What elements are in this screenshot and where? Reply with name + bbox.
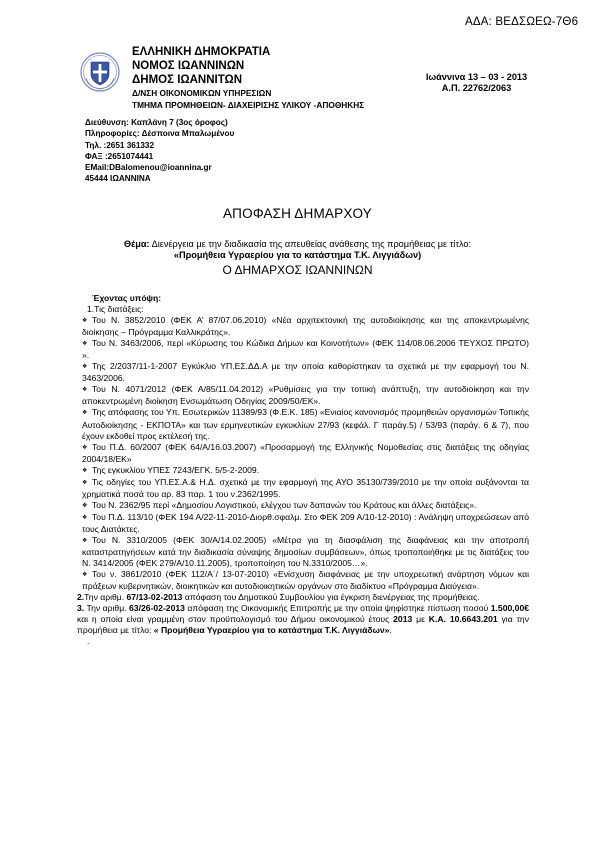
header-line-republic: ΕΛΛΗΝΙΚΗ ΔΗΜΟΚΡΑΤΙΑ: [132, 46, 271, 58]
contact-email: EMail:DBalomenou@ioannina.gr: [85, 163, 212, 173]
protocol-number: Α.Π. 22762/2063: [441, 83, 512, 93]
contact-fax: ΦΑΞ :2651074441: [85, 151, 154, 161]
bullet-diamond-icon: ❖: [82, 514, 88, 521]
bullet-diamond-icon: ❖: [82, 537, 88, 544]
legal-provision-item: ❖ Του Ν. 2362/95 περί «Δημοσίου Λογιστικού, ελέγχου των δαπανών του Κράτους και άλλες διατάξεις».: [77, 500, 529, 512]
legal-provision-item: ❖ Του Π.Δ. 113/10 (ΦΕΚ 194 Α/22-11-2010-Διορθ.σφαλμ. Στο ΦΕΚ 209 Α/10-12-2010) : Ανάληψη υποχρεώσεων από τους Διατάκτες.: [82, 511, 529, 534]
contact-phone: Τηλ. :2651 361332: [85, 140, 155, 150]
legal-provision-item: ❖ Του Ν. 3852/2010 (ΦΕΚ Α’ 87/07.06.2010) «Νέα αρχιτεκτονική της αυτοδιοίκησης και της αποκεντρωμένης διοίκησης – Πρόγραμμα Καλλικράτης».: [82, 315, 529, 338]
bullet-diamond-icon: ❖: [82, 364, 88, 371]
bullet-diamond-icon: ❖: [82, 444, 88, 451]
item-2: 2.Την αριθμ. 67/13-02-2013 απόφαση του Δημοτικού Συμβουλίου για έγκριση διενέργειας της προμήθειας.: [77, 592, 480, 603]
ada-code: ΑΔΑ: ΒΕΔΣΩΕΩ-7Θ6: [465, 16, 579, 28]
legal-provisions-list: [77, 315, 529, 592]
legal-provision-item: ❖ Του Ν. 3310/2005 (ΦΕΚ 30/Α/14.02.2005) «Μέτρα για τη διασφάλιση της διαφάνειας και την αποτροπή καταστρατηγήσεων κατά την διαδικασία σύναψης δημοσίων συμβάσεων», όπως τροποποιήθηκε με τις διατάξεις του Ν. 3414/2005 (ΦΕΚ 279/Α/10.11.2005), τροποποίηση του Ν.3310/2005…».: [82, 534, 529, 569]
header-line-directorate: Δ/ΝΣΗ ΟΙΚΟΝΟΜΙΚΩΝ ΥΠΗΡΕΣΙΩΝ: [132, 88, 272, 98]
subject-block: [0, 239, 595, 261]
legal-provision-item: ❖ Της 2/2037/11-1-2007 Εγκύκλιο ΥΠ.ΕΣ.ΔΔ.Α με την οποία καθορίστηκαν τα σχετικά με την εφαρμογή του Ν. 3463/2006.: [82, 361, 529, 384]
bullet-diamond-icon: ❖: [82, 479, 88, 486]
bullet-diamond-icon: ❖: [82, 318, 88, 325]
header-line-department: ΤΜΗΜΑ ΠΡΟΜΗΘΕΙΩΝ- ΔΙΑΧΕΙΡΙΣΗΣ ΥΛΙΚΟΥ -ΑΠΟΘΗΚΗΣ: [132, 100, 365, 110]
mayor-heading: Ο ΔΗΜΑΡΧΟΣ ΙΩΑΝΝΙΝΩΝ: [222, 263, 373, 277]
legal-provision-item: ❖ Του Π.Δ. 60/2007 (ΦΕΚ 64/Α/16.03.2007) «Προσαρμογή της Ελληνικής Νομοθεσίας στις διατάξεις της οδηγίας 2004/18/ΕΚ»: [82, 441, 529, 464]
legal-provision-item: ❖ Του Ν. 3463/2006, περί «Κύρωσης του Κώδικα Δήμων και Κοινοτήτων» (ΦΕΚ 114/08.06.2006 ΤΕΥΧΟΣ ΠΡΩΤΟ) ».: [82, 338, 529, 361]
header-line-municipality: ΔΗΜΟΣ ΙΩΑΝΝΙΤΩΝ: [132, 74, 243, 86]
subject-title: «Προμήθεια Υγραερίου για το κατάστημα Τ.Κ. Λιγγιάδων): [173, 250, 422, 260]
item-3: 3. Την αριθμ. 63/26-02-2013 απόφαση της Οικονομικής Επιτροπής με την οποία ψηφίστηκε πίστωση ποσού 1.500,00€ και η οποία είναι γραμμένη στον προϋπολογισμό του Δήμου οικονομικού έτους 2013 με Κ.Α. 10.6643.201 για την προμήθεια με τίτλο: « Προμήθεια Υγραερίου για το κατάστημα Τ.Κ. Λιγγιάδων».: [77, 603, 529, 636]
legal-provision-item: ❖ Της απόφασης του Υπ. Εσωτερικών 11389/93 (Φ.Ε.Κ. 185) «Ενιαίος κανονισμός προμηθειών οργανισμών Τοπικής Αυτοδιοίκησης - ΕΚΠΟΤΑ» και των ερμηνευτικών εγκυκλίων 27/93 (κεφάλ. Γ παράγ.5) / 53/93 (παράγ. 6 & 7), που έχουν εκδοθεί προς εκτέλεσή της.: [82, 407, 529, 441]
legal-provision-item: ❖ Της εγκυκλίου ΥΠΕΣ 7243/ΕΓΚ. 5/5-2-2009.: [77, 465, 529, 477]
item-1-heading: 1.Τις διατάξεις:: [87, 304, 144, 315]
document-date: Ιωάννινα 13 – 03 - 2013: [425, 72, 528, 82]
subject-text: Διενέργεια με την διαδικασία της απευθείας ανάθεσης της προμήθειας με τίτλο:: [149, 239, 472, 249]
header-line-prefecture: ΝΟΜΟΣ ΙΩΑΝΝΙΝΩΝ: [132, 60, 245, 72]
date-block: [419, 72, 534, 94]
bullet-diamond-icon: ❖: [82, 467, 88, 474]
issuing-authority: [132, 45, 364, 111]
considering-heading: Έχοντας υπόψη:: [92, 293, 162, 303]
contact-person: Πληροφορίες: Δέσποινα Μπαλωμένου: [85, 129, 235, 139]
legal-provision-item: ❖ Τις οδηγίες του ΥΠ.ΕΣ.Α.& Η.Δ. σχετικά με την εφαρμογή της ΑΥΟ 35130/739/2010 με την οποία αυξάνονται τα χρηματικά ποσά του αρ. 83 παρ. 1 του ν.2362/1995.: [82, 476, 529, 499]
contact-postal: 45444 ΙΩΑΝΝΙΝΑ: [85, 174, 151, 184]
contact-address: Διεύθυνση: Καπλάνη 7 (3ος όροφος): [85, 118, 228, 127]
greek-republic-emblem-icon: [80, 52, 120, 92]
bullet-diamond-icon: ❖: [82, 387, 88, 394]
contact-block: [85, 117, 234, 185]
document-body: [77, 293, 529, 647]
bullet-diamond-icon: ❖: [82, 502, 88, 509]
subject-label: Θέμα:: [123, 239, 150, 249]
trailing-mark: .: [87, 636, 90, 647]
document-title: ΑΠΟΦΑΣΗ ΔΗΜΑΡΧΟΥ: [222, 206, 373, 221]
legal-provision-item: ❖ Του Ν. 4071/2012 (ΦΕΚ Α/85/11.04.2012) «Ρυθμίσεις για την τοπική ανάπτυξη, την αυτοδιοίκηση και την αποκεντρωμένη διοίκηση Ενσωμάτωση Οδηγίας 2009/50/ΕΚ».: [82, 384, 529, 407]
bullet-diamond-icon: ❖: [82, 572, 88, 579]
bullet-diamond-icon: ❖: [82, 410, 88, 417]
legal-provision-item: ❖ Του ν. 3861/2010 (ΦΕΚ 112/Α΄/ 13-07-2010) «Ενίσχυση διαφάνειας με την υποχρεωτική ανάρτηση νόμων και πράξεων κυβερνητικών, διοικητικών και αυτοδιοικητικών οργάνων στο διαδίκτυο «Πρόγραμμα Διαύγεια».: [82, 569, 529, 592]
bullet-diamond-icon: ❖: [82, 341, 88, 348]
